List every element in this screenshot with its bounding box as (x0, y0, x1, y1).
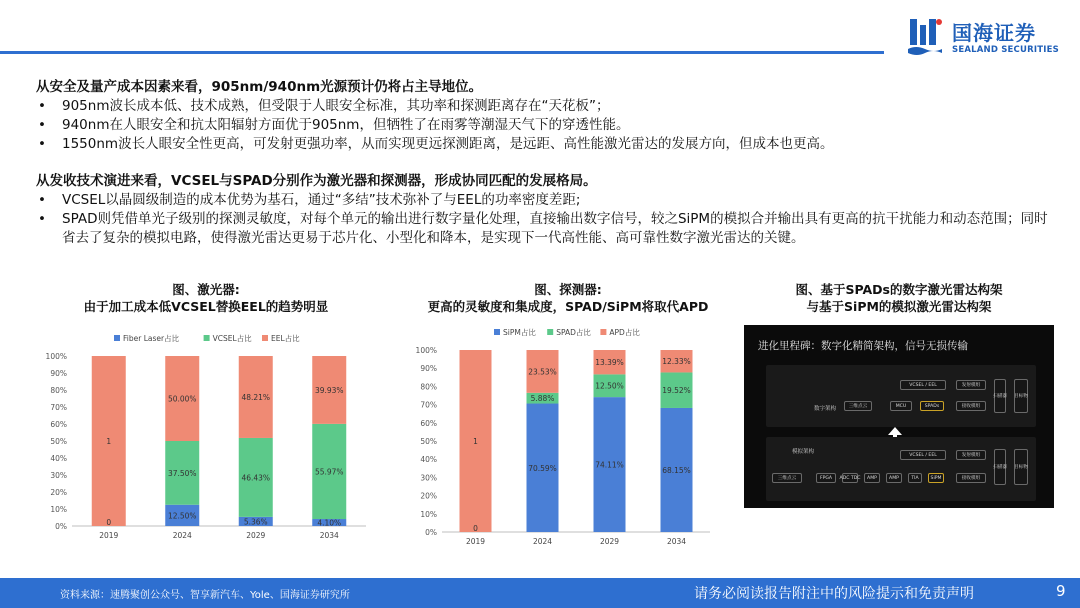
section-2 (36, 172, 1056, 248)
brand-name-cn: 国海证券 (952, 21, 1036, 45)
legend-swatch (204, 335, 210, 341)
x-tick-label: 2029 (246, 531, 266, 540)
legend-label: EEL占比 (271, 334, 300, 343)
y-tick-label: 20% (420, 491, 437, 501)
data-label: 12.50% (595, 381, 624, 391)
figure-2-title-line2: 更高的灵敏度和集成度，SPAD/SiPM将取代APD (427, 299, 709, 314)
x-tick-label: 2029 (599, 537, 620, 546)
detector-share-chart (408, 322, 718, 550)
data-label: 39.93% (314, 385, 344, 395)
data-label: 4.10% (317, 518, 342, 528)
analog-architecture-label: 模拟架构 (792, 449, 815, 455)
y-tick-label: 100% (45, 352, 67, 361)
section-1-bullets (36, 97, 1056, 154)
data-label: 1 (106, 437, 112, 446)
legend-swatch (547, 329, 553, 335)
arch-box: 扫描器 (994, 379, 1006, 413)
y-tick-label: 90% (420, 364, 437, 374)
y-tick-label: 0% (425, 528, 437, 537)
y-tick-label: 50% (420, 437, 437, 446)
data-label: 5.88% (530, 394, 555, 404)
arch-box: ADC TDC (842, 473, 858, 483)
data-label: 68.15% (662, 465, 691, 475)
y-tick-label: 30% (420, 473, 437, 483)
y-tick-label: 40% (420, 455, 437, 465)
y-tick-label: 40% (50, 454, 67, 463)
arch-box: 发射模组 (956, 380, 986, 390)
brand-name-en: SEALAND SECURITIES (952, 45, 1059, 55)
data-label: 0 (106, 518, 112, 527)
header-rule (0, 51, 884, 54)
x-tick-label: 2024 (172, 531, 192, 540)
y-tick-label: 60% (50, 420, 67, 429)
arch-box: 三维点云 (772, 473, 802, 483)
digital-architecture-label: 数字架构 (814, 406, 837, 412)
bullet-item: • 940nm在人眼安全和抗太阳辐射方面优于905nm，但牺牲了在雨雾等潮湿天气下的穿透性能。 (36, 116, 1056, 135)
y-tick-label: 0% (55, 522, 67, 531)
y-tick-label: 10% (50, 505, 67, 514)
arch-box: AMP (864, 473, 880, 483)
bullet-item: • 905nm波长成本低、技术成熟，但受限于人眼安全标准，其功率和探测距离存在“天花板”； (36, 97, 1056, 116)
company-logo (908, 17, 1068, 61)
footer-bar (0, 578, 1080, 608)
y-tick-label: 80% (420, 382, 437, 392)
y-tick-label: 70% (420, 400, 437, 410)
page-number: 9 (1056, 582, 1066, 600)
figure-1-title (36, 281, 376, 315)
legend-label: APD占比 (609, 328, 640, 337)
legend-swatch (262, 335, 268, 341)
figure-3-title (744, 281, 1054, 315)
section-2-bullets (36, 191, 1056, 248)
data-label: 55.97% (314, 467, 344, 477)
data-label: 19.52% (662, 386, 691, 396)
data-label: 5.36% (243, 517, 268, 527)
y-tick-label: 80% (50, 386, 67, 395)
x-tick-label: 2024 (532, 537, 553, 546)
data-label: 23.53% (528, 367, 557, 377)
y-tick-label: 10% (420, 509, 437, 519)
arch-box: 三维点云 (844, 401, 872, 411)
arch-box: TIA (908, 473, 922, 483)
y-tick-label: 30% (50, 471, 67, 480)
figure-3-title-line2: 与基于SiPM的模拟激光雷达构架 (806, 299, 992, 314)
section-1 (36, 78, 1056, 154)
arch-box: AMP (886, 473, 902, 483)
arch-box: MCU (890, 401, 912, 411)
data-label: 46.43% (241, 473, 271, 483)
y-tick-label: 60% (420, 418, 437, 428)
figure-1-title-line1: 图、激光器: (172, 282, 240, 297)
arch-box: 发射模组 (956, 450, 986, 460)
arch-box: 接收模组 (956, 401, 986, 411)
legend-swatch (494, 329, 500, 335)
arch-box: 扫描器 (994, 449, 1006, 485)
arch-box: 目标物 (1014, 379, 1028, 413)
figure-1-title-line2: 由于加工成本低VCSEL替换EEL的趋势明显 (83, 299, 329, 314)
section-2-title: 从发收技术演进来看，VCSEL与SPAD分别作为激光器和探测器，形成协同匹配的发展格局。 (36, 173, 597, 189)
legend-label: SPAD占比 (556, 328, 591, 337)
legend-label: Fiber Laser占比 (123, 334, 180, 343)
figure-2-title (398, 281, 738, 315)
arch-box: SiPM (928, 473, 944, 483)
lidar-architecture-panel (744, 325, 1054, 508)
arch-title: 进化里程碑：数字化精简架构，信号无损传输 (758, 340, 968, 352)
figure-2-title-line1: 图、探测器: (534, 282, 602, 297)
bullet-item: • 1550nm波长人眼安全性更高，可发射更强功率，从而实现更远探测距离，是远距、高性能激光雷达的发展方向，但成本也更高。 (36, 135, 1056, 154)
footer-source: 资料来源：速腾聚创公众号、智享新汽车、Yole、国海证券研究所 (60, 590, 350, 601)
data-label: 0 (473, 524, 478, 533)
legend-label: SiPM占比 (503, 328, 536, 337)
legend-swatch (114, 335, 120, 341)
arch-box: 接收模组 (956, 473, 986, 483)
footer-disclaimer: 请务必阅读报告附注中的风险提示和免责声明 (694, 586, 974, 602)
legend-swatch (600, 329, 606, 335)
y-tick-label: 100% (415, 346, 437, 355)
arch-box: VCSEL / EEL (900, 380, 946, 390)
y-tick-label: 50% (50, 437, 67, 446)
y-tick-label: 20% (50, 488, 67, 497)
legend-label: VCSEL占比 (212, 334, 252, 343)
data-label: 12.50% (167, 511, 197, 521)
arch-box: FPGA (816, 473, 836, 483)
section-1-title: 从安全及量产成本因素来看，905nm/940nm光源预计仍将占主导地位。 (36, 79, 483, 95)
data-label: 13.39% (595, 358, 624, 368)
data-label: 37.50% (167, 468, 197, 478)
bullet-item: • VCSEL以晶圆级制造的成本优势为基石，通过“多结”技术弥补了与EEL的功率密度差距; (36, 191, 1056, 210)
data-label: 1 (473, 437, 478, 446)
arch-box: 目标物 (1014, 449, 1028, 485)
x-tick-label: 2019 (99, 531, 119, 540)
data-label: 74.11% (595, 460, 624, 470)
arch-box: SPADs (920, 401, 944, 411)
data-label: 70.59% (528, 463, 557, 473)
data-label: 50.00% (167, 394, 197, 404)
x-tick-label: 2034 (319, 531, 339, 540)
y-tick-label: 70% (50, 403, 67, 412)
data-label: 12.33% (662, 357, 691, 367)
x-tick-label: 2019 (465, 537, 486, 546)
sealand-logo-icon (908, 19, 942, 55)
bullet-item: • SPAD则凭借单光子级别的探测灵敏度，对每个单元的输出进行数字量化处理，直接输出数字信号，较之SiPM的模拟合并输出具有更高的抗干扰能力和动态范围；同时省去了复杂的模拟电路，使得激光雷达更易于芯片化、小型化和降本，是实现下一代高性能、高可靠性数字激光雷达的关键。 (36, 210, 1056, 248)
figure-3-title-line1: 图、基于SPADs的数字激光雷达构架 (795, 282, 1003, 297)
laser-share-chart (36, 328, 376, 550)
x-tick-label: 2034 (666, 537, 687, 546)
y-tick-label: 90% (50, 369, 67, 378)
arch-box: VCSEL / EEL (900, 450, 946, 460)
data-label: 48.21% (241, 392, 271, 402)
